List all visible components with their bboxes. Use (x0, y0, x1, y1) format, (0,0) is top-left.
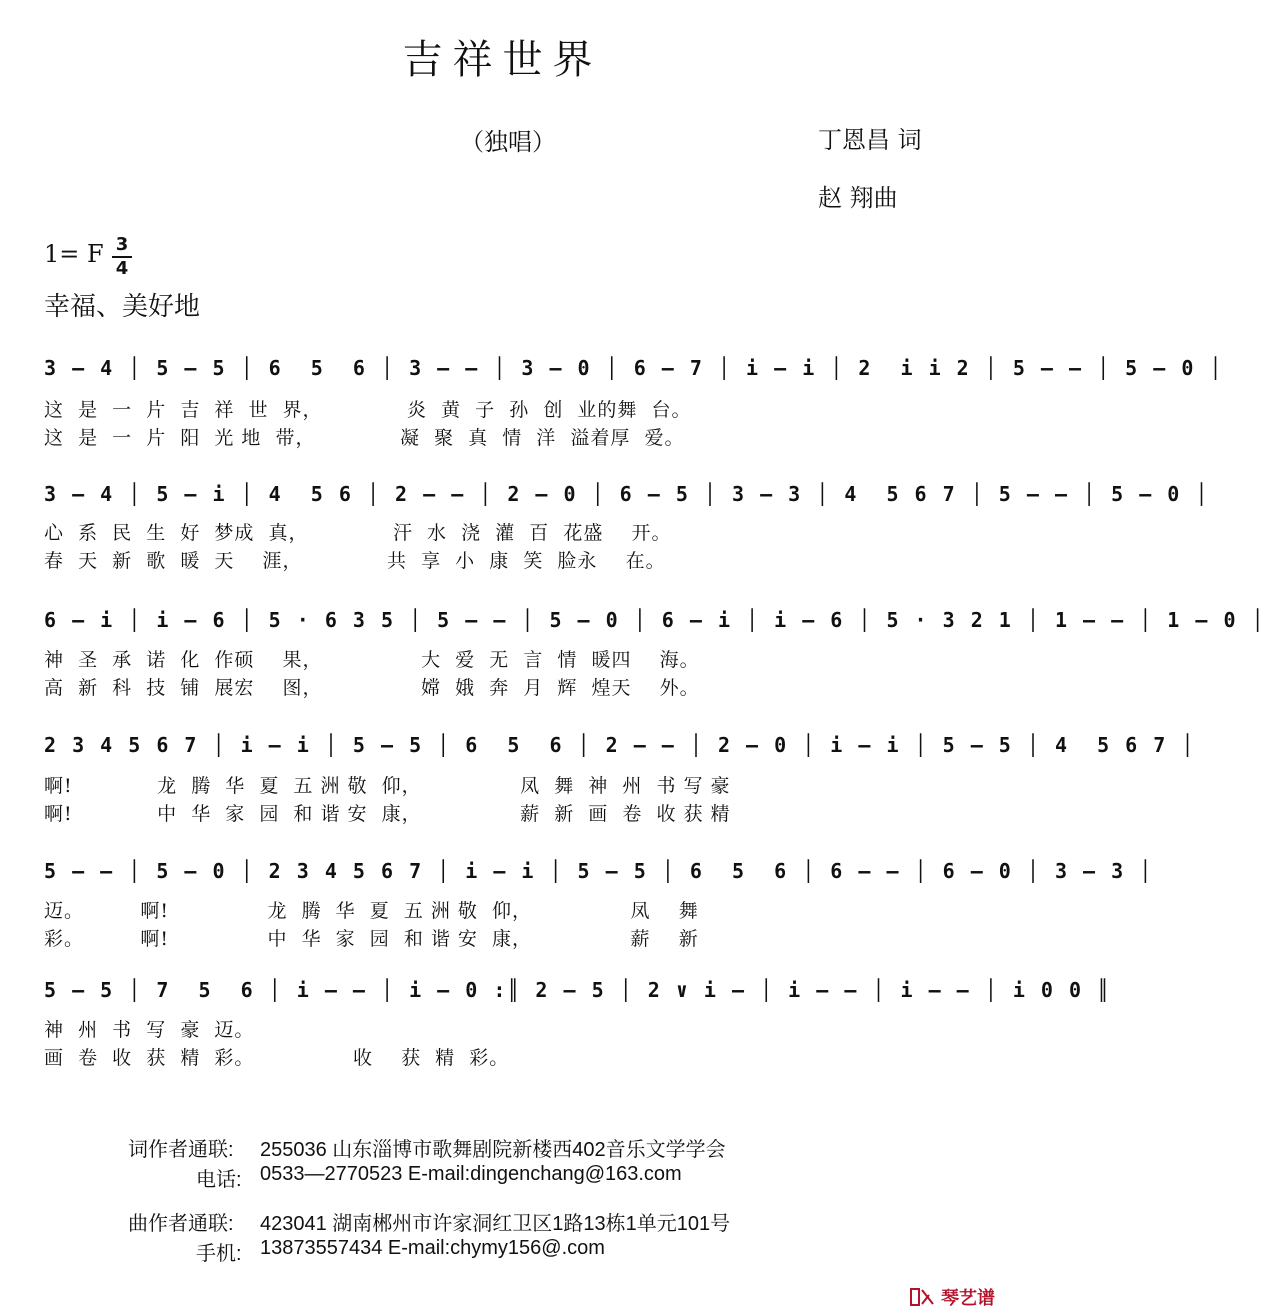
lyricist-address: 255036 山东淄博市歌舞剧院新楼西402音乐文学学会 (260, 1139, 726, 1161)
key-signature: 1= F (44, 240, 104, 268)
score-system (44, 725, 1196, 765)
logo-icon (909, 1286, 935, 1308)
lyrics-verse-1: 啊! 龙 腾 华 夏 五 洲 敬 仰， 凤 舞 神 州 书 写 豪 (44, 775, 731, 797)
notation-line: 3 – 4 │ 5 – 5 │ 6 5 6 │ 3 – – │ 3 – 0 │ 6 – 7 │ i – i │ 2 i i 2 │ 5 – – │ 5 – 0 │ (44, 356, 1224, 380)
notation-line: 6 – i │ i – 6 │ 5 · 6 3 5 │ 5 – – │ 5 – 0 │ 6 – i │ i – 6 │ 5 · 3 2 1 │ 1 – – │ 1 – 0 │ (44, 608, 1266, 632)
lyricist-phone: 0533—2770523 E-mail:dingenchang@163.com (260, 1163, 682, 1185)
time-signature-top: 3 (115, 234, 129, 255)
lyrics-verse-1: 心 系 民 生 好 梦成 真， 汗 水 浇 灌 百 花盛 开。 (44, 522, 672, 544)
site-logo (909, 1284, 995, 1310)
score-system (44, 600, 1266, 640)
lyrics-verse-2: 画 卷 收 获 精 彩。 收 获 精 彩。 (44, 1047, 510, 1069)
composer-phone: 13873557434 E-mail:chymy156@.com (260, 1237, 605, 1259)
score-system (44, 474, 1210, 514)
lyrics-verse-1: 这 是 一 片 吉 祥 世 界， 炎 黄 子 孙 创 业的舞 台。 (44, 399, 692, 421)
notation-line: 3 – 4 │ 5 – i │ 4 5 6 │ 2 – – │ 2 – 0 │ 6 – 5 │ 3 – 3 │ 4 5 6 7 │ 5 – – │ 5 – 0 │ (44, 482, 1210, 506)
time-signature-bottom: 4 (115, 258, 129, 279)
lyrics-verse-1: 神 州 书 写 豪 迈。 (44, 1019, 255, 1041)
score-system (44, 348, 1224, 388)
lyrics-verse-2: 啊! 中 华 家 园 和 谐 安 康， 薪 新 画 卷 收 获 精 (44, 803, 731, 825)
composer-credit: 赵 翔曲 (818, 184, 898, 212)
notation-line: 5 – – │ 5 – 0 │ 2 3 4 5 6 7 │ i – i │ 5 – 5 │ 6 5 6 │ 6 – – │ 6 – 0 │ 3 – 3 │ (44, 859, 1154, 883)
composer-contact-label: 曲作者通联: (128, 1213, 234, 1235)
lyrics-verse-2: 彩。 啊! 中 华 家 园 和 谐 安 康， 薪 新 (44, 928, 699, 950)
logo-text: 琴艺谱 (941, 1288, 995, 1309)
notation-line: 2 3 4 5 6 7 │ i – i │ 5 – 5 │ 6 5 6 │ 2 – – │ 2 – 0 │ i – i │ 5 – 5 │ 4 5 6 7 │ (44, 733, 1196, 757)
performance-mode: （独唱） (460, 128, 556, 156)
lyrics-verse-2: 春 天 新 歌 暖 天 涯， 共 享 小 康 笑 脸永 在。 (44, 550, 666, 572)
lyrics-verse-2: 这 是 一 片 阳 光 地 带， 凝 聚 真 情 洋 溢着厚 爱。 (44, 427, 685, 449)
lyricist-contact-label: 词作者通联: (128, 1139, 234, 1161)
lyricist-credit: 丁恩昌 词 (818, 126, 922, 154)
score-system (44, 851, 1154, 891)
time-signature (112, 235, 132, 279)
lyrics-verse-2: 高 新 科 技 铺 展宏 图， 嫦 娥 奔 月 辉 煌天 外。 (44, 677, 700, 699)
score-system (44, 970, 1112, 1010)
lyrics-verse-1: 迈。 啊! 龙 腾 华 夏 五 洲 敬 仰， 凤 舞 (44, 900, 699, 922)
notation-line: 5 – 5 │ 7 5 6 │ i – – │ i – 0 :║ 2 – 5 │ 2 ∨ i – │ i – – │ i – – │ i 0 0 ║ (44, 978, 1112, 1002)
lyricist-phone-label: 电话: (196, 1169, 242, 1191)
tempo-marking: 幸福、美好地 (44, 292, 201, 322)
lyrics-verse-1: 神 圣 承 诺 化 作硕 果， 大 爱 无 言 情 暖四 海。 (44, 649, 700, 671)
composer-address: 423041 湖南郴州市许家洞红卫区1路13栋1单元101号 (260, 1213, 731, 1235)
song-title: 吉祥世界 (402, 37, 603, 83)
composer-phone-label: 手机: (196, 1243, 242, 1265)
